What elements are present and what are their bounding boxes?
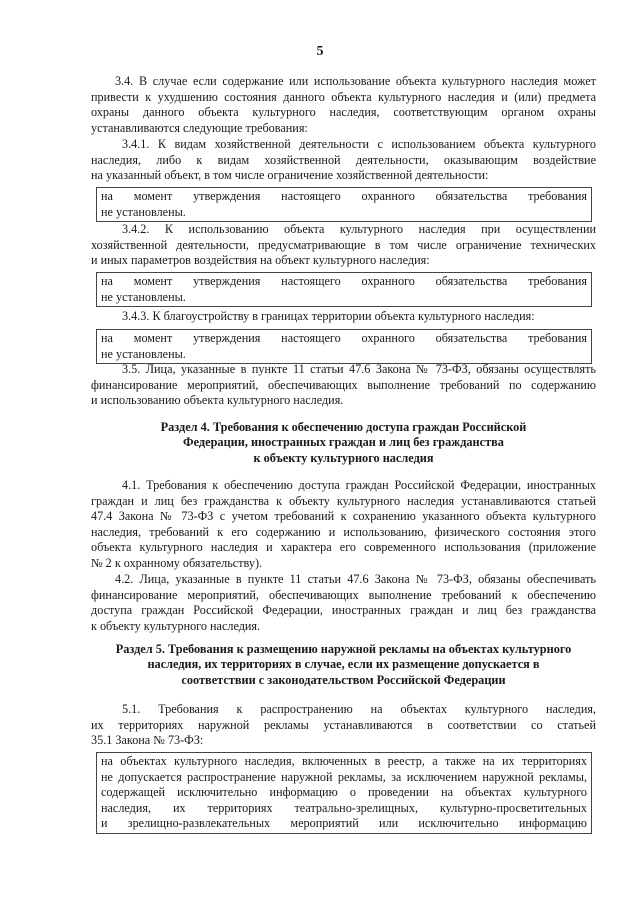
text-line: на указанный объект, в том числе ограничение хозяйственной деятельности: — [91, 168, 489, 183]
text-line: содержащей исключительно информацию о проведении на объектах культурного — [101, 785, 587, 800]
heading-line: соответствии с законодательством Российской Федерации — [181, 672, 506, 687]
text-line: 3.4.2. К использованию объекта культурного наследия при осуществлении — [122, 222, 596, 236]
paragraph-3-4-2 — [91, 222, 596, 269]
paragraph-3-4 — [91, 74, 596, 136]
text-line: объекта культурного наследия и характера его современного использования (приложение — [91, 540, 596, 555]
text-line: и зрелищно-развлекательных мероприятий или исключительно информацию — [101, 816, 587, 831]
text-line: наследия, требований к его содержанию и использованию, физического состояния этого — [91, 524, 596, 539]
text-line: на момент утверждения настоящего охранного обязательства требования — [101, 274, 587, 288]
requirement-box — [96, 329, 592, 364]
heading-line: Федерации, иностранных граждан и лиц без гражданства — [183, 435, 504, 450]
text-line: 3.4. В случае если содержание или использование объекта культурного наследия может — [115, 74, 596, 88]
text-line: финансирование мероприятий, обеспечивающих выполнение требований по содержанию — [91, 377, 596, 392]
heading-line: Раздел 5. Требования к размещению наружной рекламы на объектах культурного — [115, 642, 572, 656]
paragraph-3-5 — [91, 362, 596, 409]
requirement-box — [96, 752, 592, 834]
text-line: финансирование мероприятий, обеспечивающих выполнение требований к обеспечению — [91, 587, 596, 602]
paragraph-4-2 — [91, 572, 596, 634]
text-line: граждан и лиц без гражданства к объекту культурного наследия устанавливаются статьей — [91, 493, 596, 508]
paragraph-5-1 — [91, 702, 596, 749]
text-line: 4.1. Требования к обеспечению доступа граждан Российской Федерации, иностранных — [122, 478, 596, 492]
text-line: наследия, либо к видам хозяйственной деятельности, оказывающим воздействие — [91, 152, 596, 167]
text-line: не установлены. — [101, 204, 186, 219]
text-line: устанавливаются следующие требования: — [91, 120, 308, 135]
text-line: № 2 к охранному обязательству). — [91, 555, 263, 570]
text-line: 5.1. Требования к распространению на объектах культурного наследия, — [122, 702, 596, 716]
text-line: и использованию объекта культурного наследия. — [91, 393, 344, 408]
text-line: к объекту культурного наследия. — [91, 618, 261, 633]
text-line: наследия, их территориях театрально-зрелищных, культурно-просветительных — [101, 800, 587, 815]
page-number: 5 — [316, 44, 324, 59]
text-line: 3.4.3. К благоустройству в границах территории объекта культурного наследия: — [122, 309, 535, 323]
paragraph-4-1 — [91, 478, 596, 572]
text-line: не установлены. — [101, 289, 186, 304]
text-line: хозяйственной деятельности, предусматривающие в том числе ограничение технических — [91, 237, 596, 252]
text-line: 3.5. Лица, указанные в пункте 11 статьи 47.6 Закона № 73-ФЗ, обязаны осуществлять — [122, 362, 596, 376]
heading-line: Раздел 4. Требования к обеспечению доступа граждан Российской — [160, 420, 527, 434]
text-line: на момент утверждения настоящего охранного обязательства требования — [101, 331, 587, 345]
heading-line: к объекту культурного наследия — [253, 450, 434, 465]
requirement-box — [96, 272, 592, 307]
text-line: доступа граждан Российской Федерации, иностранных граждан и лиц без гражданства — [91, 603, 596, 618]
text-line: 3.4.1. К видам хозяйственной деятельности с использованием объекта культурного — [122, 137, 596, 151]
paragraph-3-4-3 — [91, 309, 596, 325]
text-line: охраны данного объекта культурного наследия, соответствующим органом охраны — [91, 105, 596, 120]
text-line: их территориях наружной рекламы устанавливаются в соответствии со статьей — [91, 717, 596, 732]
text-line: привести к ухудшению состояния данного объекта культурного наследия и (или) предмета — [91, 89, 596, 104]
requirement-box — [96, 187, 592, 222]
text-line: 35.1 Закона № 73-ФЗ: — [91, 733, 204, 748]
text-line: на момент утверждения настоящего охранного обязательства требования — [101, 189, 587, 203]
paragraph-3-4-1 — [91, 137, 596, 184]
text-line: 4.2. Лица, указанные в пункте 11 статьи 47.6 Закона № 73-ФЗ, обязаны обеспечивать — [115, 572, 596, 586]
text-line: не допускается распространение наружной рекламы, за исключением наружной рекламы, — [101, 769, 587, 784]
text-line: на объектах культурного наследия, включенных в реестр, а также на их территориях — [101, 754, 587, 768]
heading-line: наследия, их территориях в случае, если их размещение допускается в — [147, 657, 540, 672]
section-4-heading — [91, 420, 596, 466]
section-5-heading — [91, 642, 596, 688]
text-line: и иных параметров воздействия на объект культурного наследия: — [91, 253, 430, 268]
text-line: не установлены. — [101, 346, 186, 361]
text-line: 47.4 Закона № 73-ФЗ с учетом требований к сохранению указанного объекта культурного — [91, 509, 596, 524]
